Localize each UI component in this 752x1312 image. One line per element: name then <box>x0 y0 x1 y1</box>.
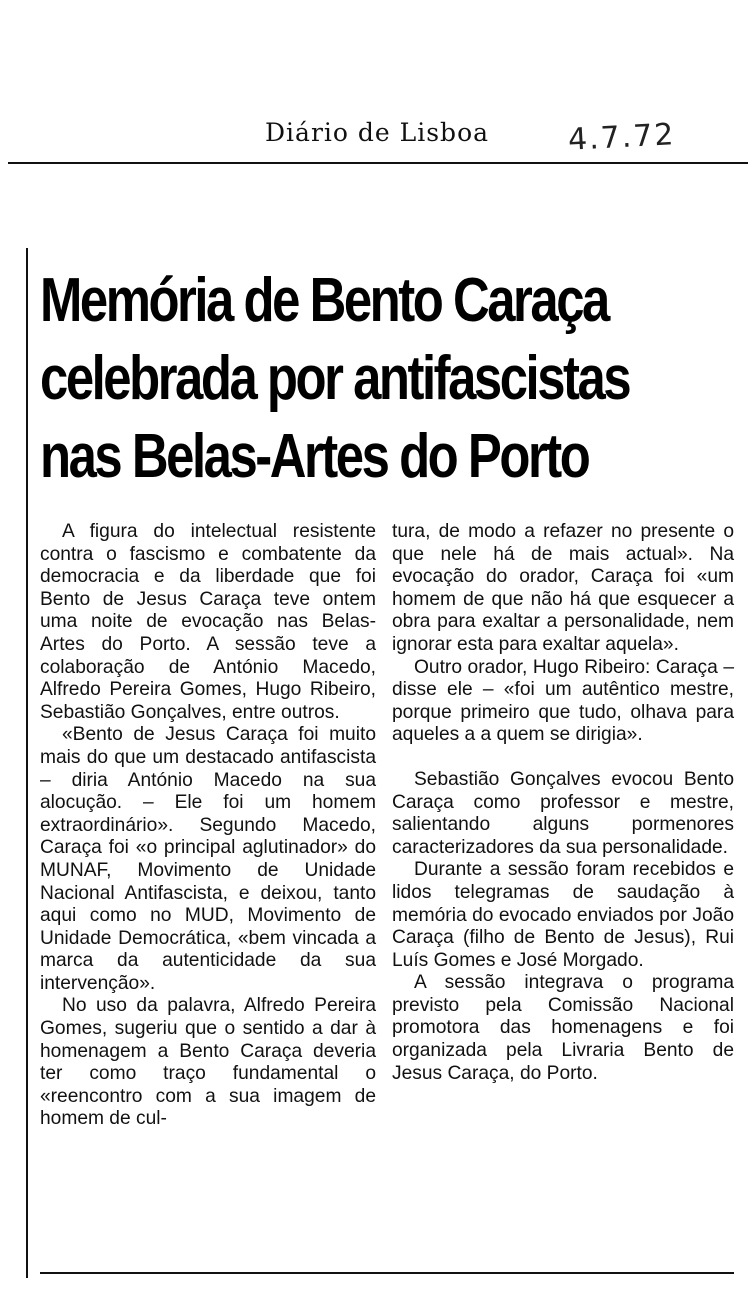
article-paragraph: No uso da palavra, Alfredo Pereira Gomes, sugeriu que o sentido a dar à homenagem a Bento Caraça deveria ter como traço fundamental o «reencontro com a sua imagem de homem de cul- <box>40 995 376 1130</box>
column-border <box>26 248 28 1278</box>
article-paragraph: Durante a sessão foram recebidos e lidos telegramas de saudação à memória do evocado enviados por João Caraça (filho de Bento de Jesus), Rui Luís Gomes e José Morgado. <box>392 859 734 971</box>
article-column-left <box>40 521 376 1131</box>
masthead-rule <box>8 162 748 164</box>
article-paragraph: «Bento de Jesus Caraça foi muito mais do que um destacado antifascista – diria António Macedo na sua alocução. – Ele foi um homem extraordinário». Segundo Macedo, Caraça foi «o principal aglutinador» do MUNAF, Movimento de Unidade Nacional Antifascista, e deixou, tanto aqui como no MUD, Movimento de Unidade Democrática, «bem vincada a marca da autenticidade da sua intervenção». <box>40 724 376 994</box>
article-headline <box>40 262 630 496</box>
article-paragraph: Sebastião Gonçalves evocou Bento Caraça como professor e mestre, salientando alguns pormenores caracterizadores da sua personalidade. <box>392 768 734 858</box>
article-paragraph: A sessão integrava o programa previsto pela Comissão Nacional promotora das homenagens e foi organizada pela Livraria Bento de Jesus Caraça, do Porto. <box>392 972 734 1084</box>
headline-line: nas Belas-Artes do Porto <box>40 422 589 491</box>
article-paragraph: A figura do intelectual resistente contra o fascismo e combatente da democracia e da liberdade que foi Bento de Jesus Caraça teve ontem uma noite de evocação nas Belas-Artes do Porto. A sessão teve a colaboração de António Macedo, Alfredo Pereira Gomes, Hugo Ribeiro, Sebastião Gonçalves, entre outros. <box>40 521 376 723</box>
headline-line: Memória de Bento Caraça <box>40 266 608 335</box>
article-column-right <box>392 521 734 1085</box>
handwritten-date: 4.7.72 <box>567 117 677 158</box>
newspaper-masthead: Diário de Lisboa <box>265 118 490 147</box>
article-end-rule <box>40 1272 734 1274</box>
headline-line: celebrada por antifascistas <box>40 344 630 413</box>
article-paragraph: Outro orador, Hugo Ribeiro: Caraça – disse ele – «foi um autêntico mestre, porque primeiro que tudo, olhava para aqueles a a quem se dirigia». <box>392 656 734 746</box>
article-paragraph: tura, de modo a refazer no presente o que nele há de mais actual». Na evocação do orador, Caraça foi «um homem de que não há que esquecer a obra para exaltar a personalidade, nem ignorar esta para exaltar aquela». <box>392 521 734 655</box>
